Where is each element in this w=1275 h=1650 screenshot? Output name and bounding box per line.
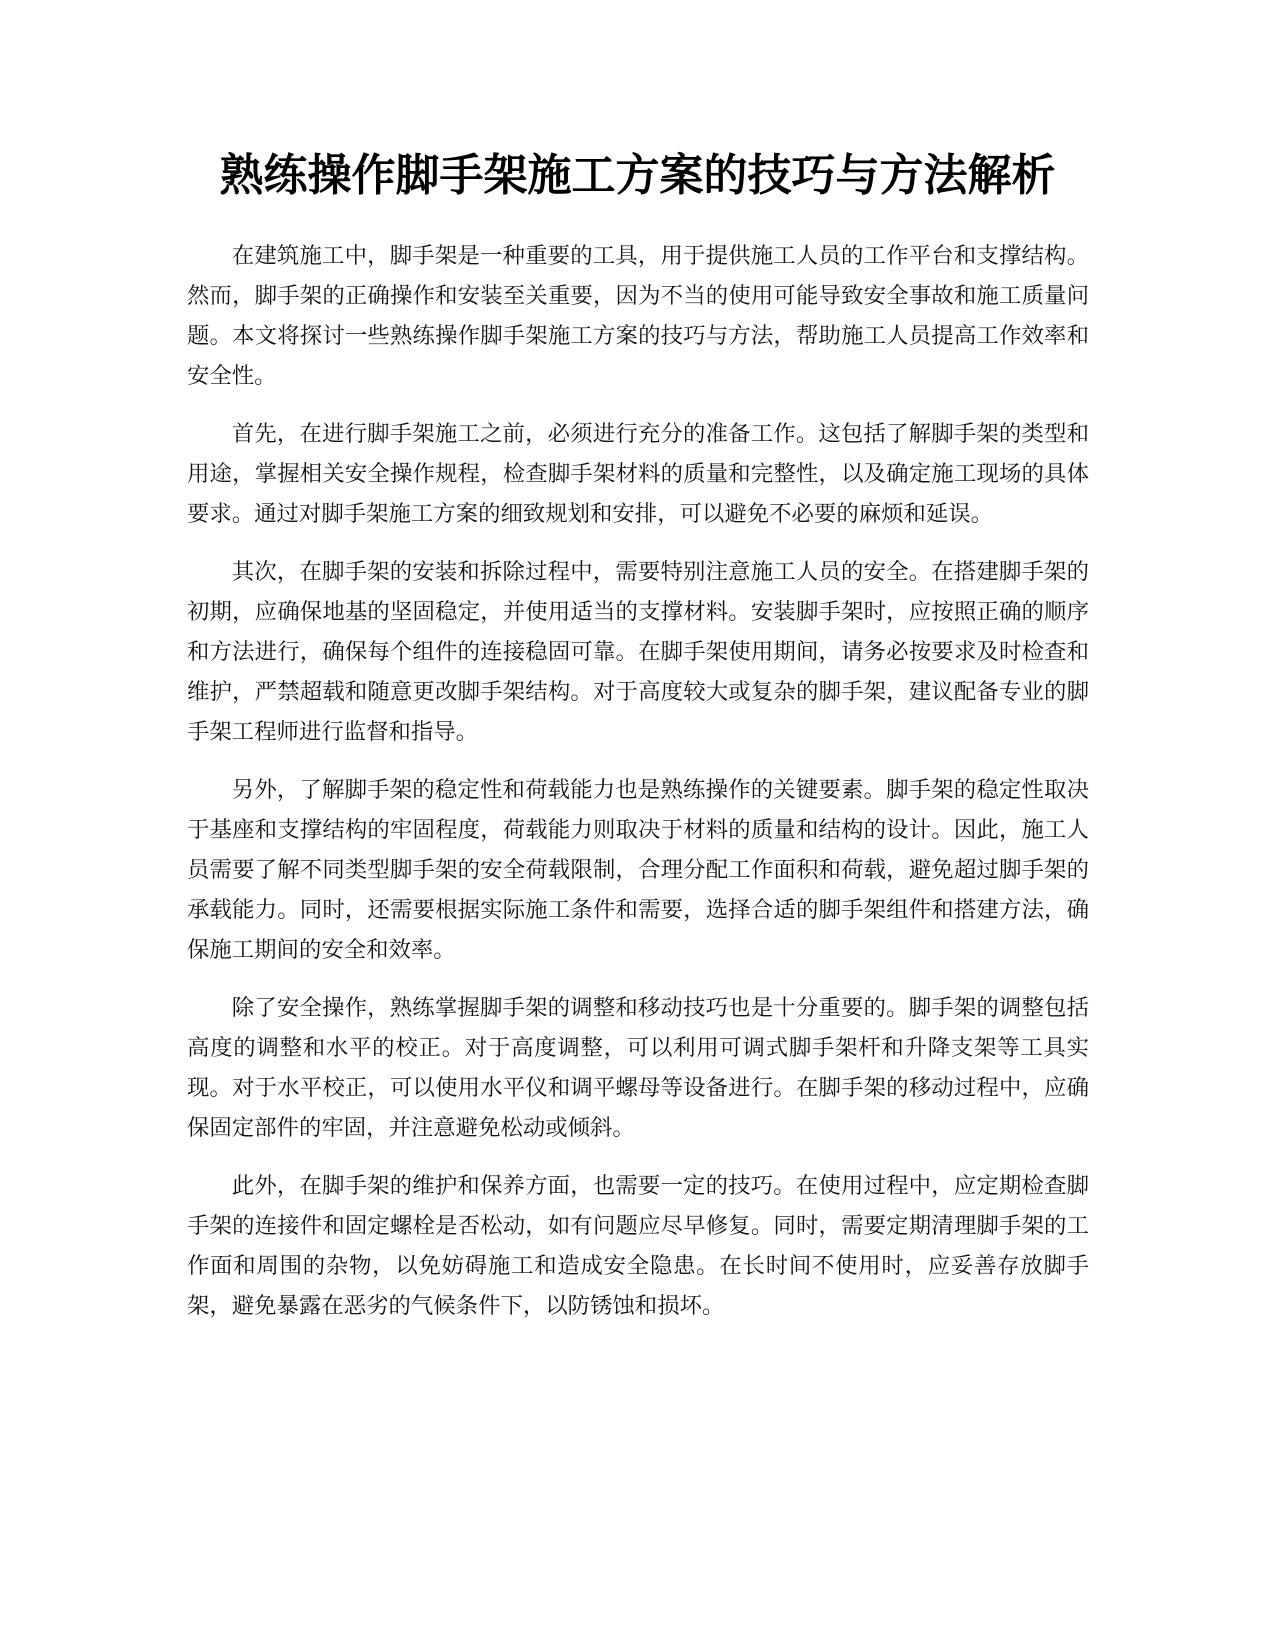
- document-body: [187, 236, 1089, 1344]
- document-title: 熟练操作脚手架施工方案的技巧与方法解析: [219, 150, 1056, 201]
- paragraph-1: 在建筑施工中，脚手架是一种重要的工具，用于提供施工人员的工作平台和支撑结构。然而，脚手架的正确操作和安装至关重要，因为不当的使用可能导致安全事故和施工质量问题。本文将探讨一些熟练操作脚手架施工方案的技巧与方法，帮助施工人员提高工作效率和安全性。: [187, 243, 1089, 389]
- paragraph-6: 此外，在脚手架的维护和保养方面，也需要一定的技巧。在使用过程中，应定期检查脚手架的连接件和固定螺栓是否松动，如有问题应尽早修复。同时，需要定期清理脚手架的工作面和周围的杂物，以免妨碍施工和造成安全隐患。在长时间不使用时，应妥善存放脚手架，避免暴露在恶劣的气候条件下，以防锈蚀和损坏。: [187, 1173, 1089, 1319]
- paragraph-2: 首先，在进行脚手架施工之前，必须进行充分的准备工作。这包括了解脚手架的类型和用途，掌握相关安全操作规程，检查脚手架材料的质量和完整性，以及确定施工现场的具体要求。通过对脚手架施工方案的细致规划和安排，可以避免不必要的麻烦和延误。: [187, 421, 1089, 527]
- paragraph-3: 其次，在脚手架的安装和拆除过程中，需要特别注意施工人员的安全。在搭建脚手架的初期，应确保地基的坚固稳定，并使用适当的支撑材料。安装脚手架时，应按照正确的顺序和方法进行，确保每个组件的连接稳固可靠。在脚手架使用期间，请务必按要求及时检查和维护，严禁超载和随意更改脚手架结构。对于高度较大或复杂的脚手架，建议配备专业的脚手架工程师进行监督和指导。: [187, 559, 1089, 745]
- paragraph-4: 另外，了解脚手架的稳定性和荷载能力也是熟练操作的关键要素。脚手架的稳定性取决于基座和支撑结构的牢固程度，荷载能力则取决于材料的质量和结构的设计。因此，施工人员需要了解不同类型脚手架的安全荷载限制，合理分配工作面积和荷载，避免超过脚手架的承载能力。同时，还需要根据实际施工条件和需要，选择合适的脚手架组件和搭建方法，确保施工期间的安全和效率。: [187, 777, 1089, 963]
- paragraph-5: 除了安全操作，熟练掌握脚手架的调整和移动技巧也是十分重要的。脚手架的调整包括高度的调整和水平的校正。对于高度调整，可以利用可调式脚手架杆和升降支架等工具实现。对于水平校正，可以使用水平仪和调平螺母等设备进行。在脚手架的移动过程中，应确保固定部件的牢固，并注意避免松动或倾斜。: [187, 995, 1089, 1141]
